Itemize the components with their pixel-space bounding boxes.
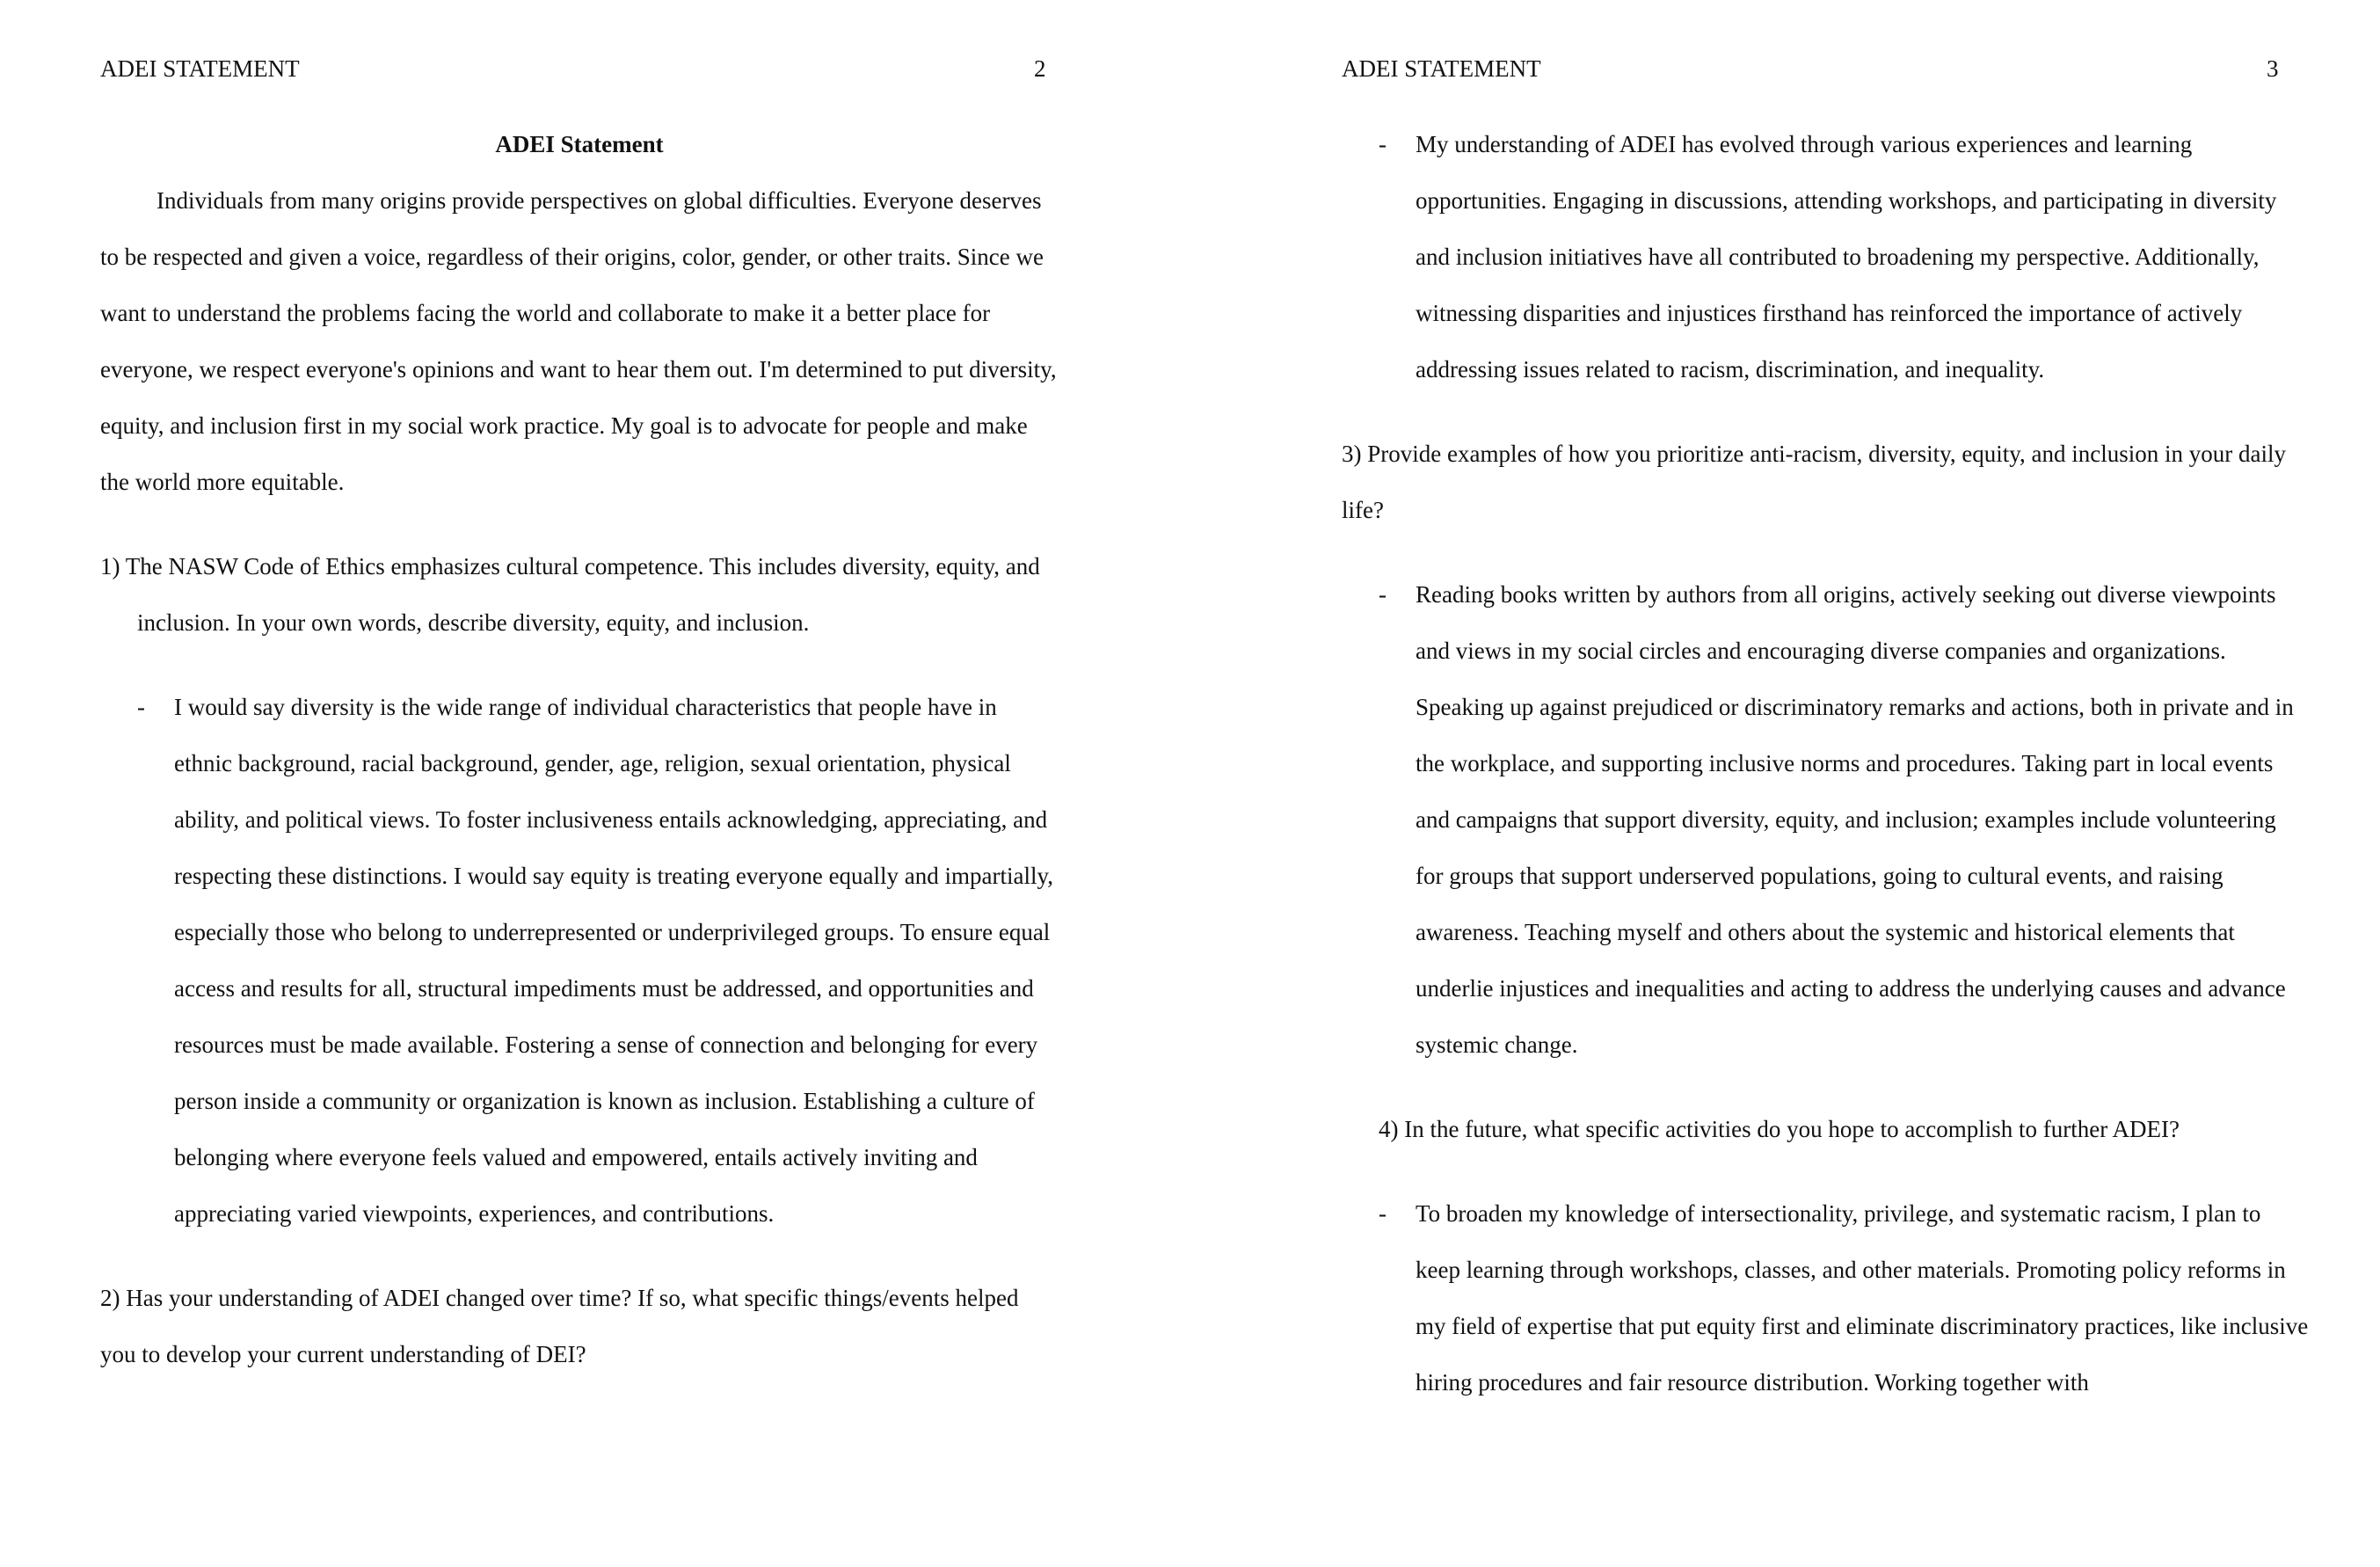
question-2: 2) Has your understanding of ADEI changed over time? If so, what specific things/events helped you to develop your current understanding of DEI? bbox=[100, 1285, 1019, 1367]
question-1: 1) The NASW Code of Ethics emphasizes cultural competence. This includes diversity, equity, and inclusion. In your own words, describe diversity, equity, and inclusion. bbox=[100, 553, 1040, 636]
answer-2 bbox=[1342, 116, 2309, 397]
document-title: ADEI Statement bbox=[495, 131, 664, 157]
document-page-3 bbox=[1238, 0, 2380, 1567]
running-head: ADEI STATEMENT bbox=[1342, 55, 1541, 82]
answer-4-text: To broaden my knowledge of intersectionality, privilege, and systematic racism, I plan to keep learning through workshops, classes, and other materials. Promoting policy reforms in my field of expertise that put equity first and eliminate discriminatory practices, like inclusive hiring procedures and fair resource distribution. Working together with bbox=[1416, 1200, 2309, 1396]
bullet-dash: - bbox=[1379, 1200, 1387, 1227]
answer-3-text: Reading books written by authors from all origins, actively seeking out diverse viewpoints and views in my social circles and encouraging diverse companies and organizations. Speaking up against prejudiced or discriminatory remarks and actions, both in private and in the workplace, and supporting inclusive norms and procedures. Taking part in local events and campaigns that support diversity, equity, and inclusion; examples include volunteering for groups that support underserved populations, going to cultural events, and raising awareness. Teaching myself and others about the systemic and historical elements that underlie injustices and inequalities and acting to address the underlying causes and advance systemic change. bbox=[1416, 581, 2294, 1058]
question-4: 4) In the future, what specific activities do you hope to accomplish to further ADEI? bbox=[1379, 1116, 2180, 1142]
bullet-dash: - bbox=[1379, 131, 1387, 157]
page-body bbox=[1342, 116, 2309, 1439]
document-page-2 bbox=[0, 0, 1143, 1567]
answer-1 bbox=[100, 679, 1059, 1242]
bullet-dash: - bbox=[137, 694, 145, 720]
question-3: 3) Provide examples of how you prioritize anti-racism, diversity, equity, and inclusion in your daily life? bbox=[1342, 441, 2287, 523]
answer-4 bbox=[1342, 1185, 2309, 1410]
page-body bbox=[100, 116, 1059, 1410]
running-head: ADEI STATEMENT bbox=[100, 55, 300, 82]
page-number: 2 bbox=[1034, 55, 1046, 82]
answer-2-text: My understanding of ADEI has evolved through various experiences and learning opportunities. Engaging in discussions, attending workshops, and participating in diversity and inclusion initiatives have all contributed to broadening my perspective. Additionally, witnessing disparities and injustices firsthand has reinforced the importance of actively addressing issues related to racism, discrimination, and inequality. bbox=[1416, 131, 2277, 383]
answer-3 bbox=[1342, 566, 2309, 1073]
intro-paragraph: Individuals from many origins provide perspectives on global difficulties. Everyone deserves to be respected and given a voice, regardless of their origins, color, gender, or other traits. Since we want to understand the problems facing the world and collaborate to make it a better place for everyone, we respect everyone's opinions and want to hear them out. I'm determined to put diversity, equity, and inclusion first in my social work practice. My goal is to advocate for people and make the world more equitable. bbox=[100, 187, 1057, 495]
page-number: 3 bbox=[2267, 55, 2279, 82]
answer-1-text: I would say diversity is the wide range of individual characteristics that people have in ethnic background, racial background, gender, age, religion, sexual orientation, physical ability, and political views. To foster inclusiveness entails acknowledging, appreciating, and respecting these distinctions. I would say equity is treating everyone equally and impartially, especially those who belong to underrepresented or underprivileged groups. To ensure equal access and results for all, structural impediments must be addressed, and opportunities and resources must be made available. Fostering a sense of connection and belonging for every person inside a community or organization is known as inclusion. Establishing a culture of belonging where everyone feels valued and empowered, entails actively inviting and appreciating varied viewpoints, experiences, and contributions. bbox=[174, 694, 1053, 1227]
bullet-dash: - bbox=[1379, 581, 1387, 608]
